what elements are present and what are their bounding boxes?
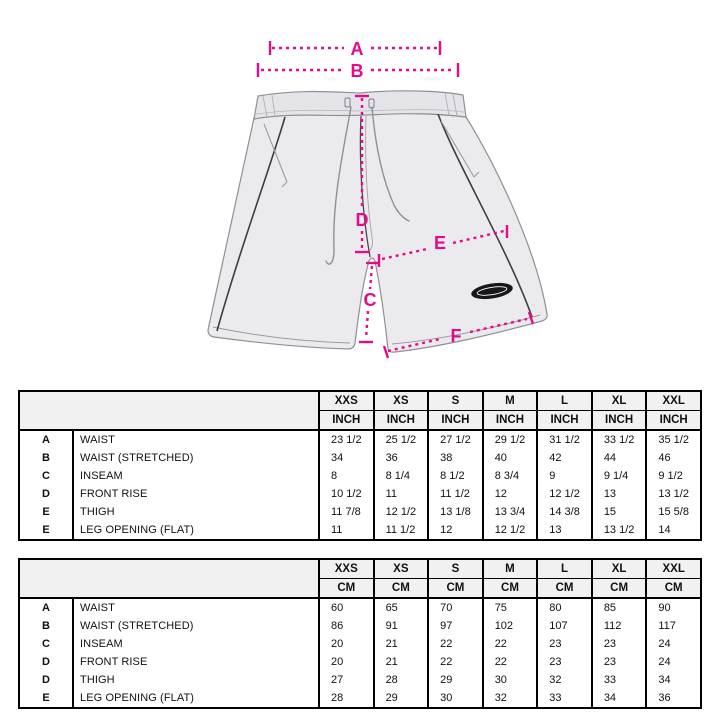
table-row — [19, 449, 701, 467]
value-cell: 12 — [428, 521, 483, 540]
value-cell: 117 — [646, 617, 701, 635]
value-cell: 23 — [537, 653, 592, 671]
value-cell: 13 1/2 — [646, 485, 701, 503]
unit-header-cell: INCH — [646, 411, 701, 431]
value-cell: 22 — [428, 635, 483, 653]
value-cell: 112 — [592, 617, 647, 635]
measure-letter-f: F — [450, 326, 462, 346]
row-letter-cell: C — [19, 467, 73, 485]
value-cell: 20 — [319, 635, 374, 653]
row-letter-cell: D — [19, 485, 73, 503]
value-cell: 24 — [646, 635, 701, 653]
value-cell: 11 — [319, 521, 374, 540]
value-cell: 102 — [483, 617, 538, 635]
value-cell: 11 7/8 — [319, 503, 374, 521]
row-letter-cell: D — [19, 671, 73, 689]
value-cell: 44 — [592, 449, 647, 467]
unit-header-cell: INCH — [428, 411, 483, 431]
row-label-cell: INSEAM — [73, 467, 319, 485]
value-cell: 13 — [537, 521, 592, 540]
unit-header-cell: INCH — [319, 411, 374, 431]
value-cell: 60 — [319, 598, 374, 617]
measure-letter-b: B — [350, 61, 364, 81]
table-row — [19, 503, 701, 521]
value-cell: 25 1/2 — [374, 430, 429, 449]
row-label-cell: WAIST (STRETCHED) — [73, 617, 319, 635]
value-cell: 28 — [374, 671, 429, 689]
unit-header-cell: INCH — [374, 411, 429, 431]
value-cell: 97 — [428, 617, 483, 635]
row-label-cell: FRONT RISE — [73, 485, 319, 503]
value-cell: 42 — [537, 449, 592, 467]
corner-cell — [19, 559, 319, 598]
size-table — [18, 390, 702, 541]
measure-letter-e: E — [433, 233, 447, 253]
table-row — [19, 485, 701, 503]
value-cell: 13 1/2 — [592, 521, 647, 540]
size-header-cell: XS — [374, 391, 429, 411]
value-cell: 12 — [483, 485, 538, 503]
size-header-cell: M — [483, 391, 538, 411]
value-cell: 33 — [592, 671, 647, 689]
size-header-cell: XXS — [319, 559, 374, 579]
row-label-cell: LEG OPENING (FLAT) — [73, 521, 319, 540]
row-label-cell: THIGH — [73, 671, 319, 689]
value-cell: 20 — [319, 653, 374, 671]
corner-cell — [19, 391, 319, 430]
unit-header-cell: INCH — [592, 411, 647, 431]
value-cell: 29 — [374, 689, 429, 708]
table-row — [19, 635, 701, 653]
unit-header-cell: CM — [319, 579, 374, 599]
value-cell: 12 1/2 — [537, 485, 592, 503]
value-cell: 15 5/8 — [646, 503, 701, 521]
value-cell: 29 — [428, 671, 483, 689]
value-cell: 12 1/2 — [374, 503, 429, 521]
value-cell: 11 — [374, 485, 429, 503]
value-cell: 8 1/4 — [374, 467, 429, 485]
value-cell: 8 — [319, 467, 374, 485]
row-letter-cell: B — [19, 617, 73, 635]
value-cell: 9 — [537, 467, 592, 485]
table-row — [19, 653, 701, 671]
unit-header-cell: INCH — [483, 411, 538, 431]
value-cell: 36 — [374, 449, 429, 467]
value-cell: 30 — [483, 671, 538, 689]
value-cell: 29 1/2 — [483, 430, 538, 449]
value-cell: 34 — [319, 449, 374, 467]
unit-header-cell: CM — [646, 579, 701, 599]
row-letter-cell: E — [19, 503, 73, 521]
value-cell: 12 1/2 — [483, 521, 538, 540]
size-header-cell: S — [428, 391, 483, 411]
value-cell: 13 1/8 — [428, 503, 483, 521]
value-cell: 14 3/8 — [537, 503, 592, 521]
value-cell: 30 — [428, 689, 483, 708]
value-cell: 9 1/4 — [592, 467, 647, 485]
measure-letter-c: C — [363, 290, 377, 310]
value-cell: 86 — [319, 617, 374, 635]
value-cell: 65 — [374, 598, 429, 617]
row-label-cell: INSEAM — [73, 635, 319, 653]
value-cell: 22 — [428, 653, 483, 671]
value-cell: 33 1/2 — [592, 430, 647, 449]
value-cell: 10 1/2 — [319, 485, 374, 503]
value-cell: 70 — [428, 598, 483, 617]
value-cell: 23 — [592, 635, 647, 653]
row-letter-cell: A — [19, 598, 73, 617]
value-cell: 91 — [374, 617, 429, 635]
value-cell: 90 — [646, 598, 701, 617]
table-row — [19, 430, 701, 449]
unit-header-cell: INCH — [537, 411, 592, 431]
value-cell: 23 — [537, 635, 592, 653]
value-cell: 34 — [592, 689, 647, 708]
row-label-cell: THIGH — [73, 503, 319, 521]
unit-header-cell: CM — [592, 579, 647, 599]
value-cell: 27 — [319, 671, 374, 689]
value-cell: 11 1/2 — [428, 485, 483, 503]
size-table-inch — [18, 390, 702, 541]
value-cell: 32 — [537, 671, 592, 689]
value-cell: 38 — [428, 449, 483, 467]
row-letter-cell: B — [19, 449, 73, 467]
row-label-cell: WAIST — [73, 430, 319, 449]
size-header-row — [19, 559, 701, 579]
size-header-cell: L — [537, 391, 592, 411]
value-cell: 35 1/2 — [646, 430, 701, 449]
row-letter-cell: C — [19, 635, 73, 653]
table-row — [19, 467, 701, 485]
value-cell: 27 1/2 — [428, 430, 483, 449]
unit-header-cell: CM — [483, 579, 538, 599]
table-row — [19, 689, 701, 708]
value-cell: 22 — [483, 635, 538, 653]
value-cell: 8 1/2 — [428, 467, 483, 485]
value-cell: 24 — [646, 653, 701, 671]
unit-header-cell: CM — [374, 579, 429, 599]
unit-header-cell: CM — [537, 579, 592, 599]
row-label-cell: LEG OPENING (FLAT) — [73, 689, 319, 708]
size-header-cell: L — [537, 559, 592, 579]
table-row — [19, 617, 701, 635]
value-cell: 40 — [483, 449, 538, 467]
size-header-cell: XXL — [646, 559, 701, 579]
value-cell: 85 — [592, 598, 647, 617]
value-cell: 13 — [592, 485, 647, 503]
value-cell: 21 — [374, 653, 429, 671]
row-letter-cell: E — [19, 521, 73, 540]
size-header-row — [19, 391, 701, 411]
size-table-cm — [18, 558, 702, 709]
value-cell: 13 3/4 — [483, 503, 538, 521]
row-label-cell: FRONT RISE — [73, 653, 319, 671]
row-label-cell: WAIST — [73, 598, 319, 617]
value-cell: 34 — [646, 671, 701, 689]
value-cell: 33 — [537, 689, 592, 708]
value-cell: 36 — [646, 689, 701, 708]
value-cell: 8 3/4 — [483, 467, 538, 485]
size-header-cell: XXL — [646, 391, 701, 411]
unit-header-cell: CM — [428, 579, 483, 599]
value-cell: 14 — [646, 521, 701, 540]
row-letter-cell: E — [19, 689, 73, 708]
value-cell: 23 — [592, 653, 647, 671]
value-cell: 75 — [483, 598, 538, 617]
row-letter-cell: A — [19, 430, 73, 449]
value-cell: 80 — [537, 598, 592, 617]
value-cell: 31 1/2 — [537, 430, 592, 449]
size-header-cell: XXS — [319, 391, 374, 411]
value-cell: 9 1/2 — [646, 467, 701, 485]
value-cell: 28 — [319, 689, 374, 708]
value-cell: 22 — [483, 653, 538, 671]
measure-letter-d: D — [355, 210, 369, 230]
value-cell: 11 1/2 — [374, 521, 429, 540]
table-row — [19, 671, 701, 689]
size-header-cell: M — [483, 559, 538, 579]
value-cell: 15 — [592, 503, 647, 521]
value-cell: 21 — [374, 635, 429, 653]
size-header-cell: XL — [592, 391, 647, 411]
size-table — [18, 558, 702, 709]
table-row — [19, 521, 701, 540]
measure-letter-a: A — [350, 39, 364, 59]
row-label-cell: WAIST (STRETCHED) — [73, 449, 319, 467]
size-header-cell: XS — [374, 559, 429, 579]
value-cell: 46 — [646, 449, 701, 467]
value-cell: 23 1/2 — [319, 430, 374, 449]
value-cell: 32 — [483, 689, 538, 708]
row-letter-cell: D — [19, 653, 73, 671]
size-header-cell: XL — [592, 559, 647, 579]
value-cell: 107 — [537, 617, 592, 635]
table-row — [19, 598, 701, 617]
size-header-cell: S — [428, 559, 483, 579]
